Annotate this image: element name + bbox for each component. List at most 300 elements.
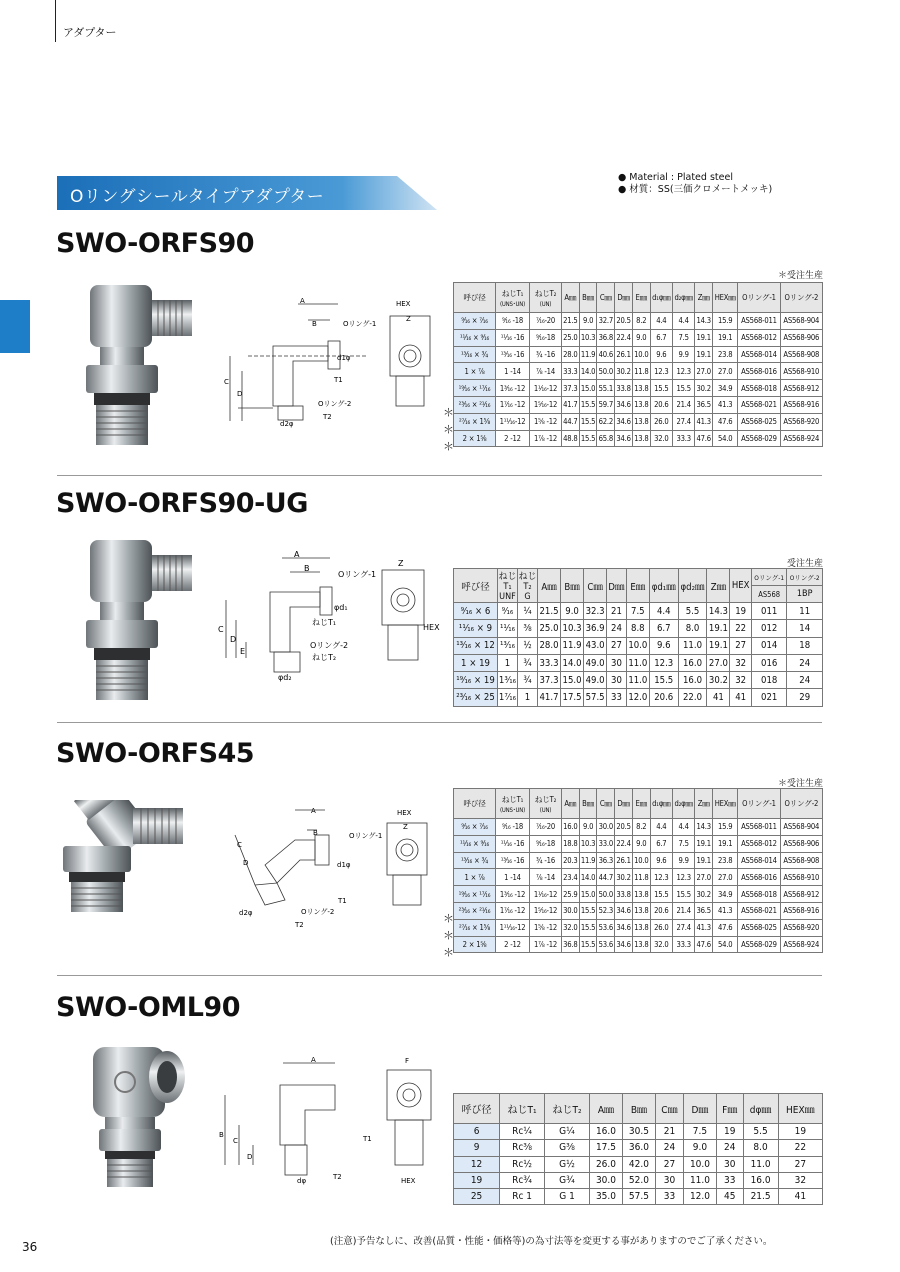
th-size: 呼び径 <box>454 283 496 313</box>
table-cell: 21.5 <box>562 313 580 330</box>
table-cell: 1⅞ -12 <box>530 430 562 447</box>
table-cell: 1³⁄₁₆ <box>498 672 518 689</box>
table-row <box>454 396 823 413</box>
table-cell: G¾ <box>545 1172 590 1188</box>
label4-d: dφ <box>297 1177 307 1185</box>
table-cell: 13.8 <box>632 886 650 903</box>
table-cell: 34.9 <box>713 380 738 397</box>
label2-c: C <box>218 625 224 634</box>
label-d: D <box>237 390 243 398</box>
table-cell: AS568-916 <box>780 902 822 919</box>
table-cell: 1⅞ -12 <box>530 936 562 953</box>
table-cell: 36.9 <box>584 620 607 637</box>
table-cell: 15.0 <box>579 380 597 397</box>
table-cell: 15.5 <box>672 886 694 903</box>
table-row <box>454 689 823 706</box>
table-cell: 9.6 <box>649 637 678 654</box>
table-cell: 32 <box>730 672 752 689</box>
table-cell: 9.6 <box>650 346 672 363</box>
table-cell: 36.0 <box>622 1140 655 1156</box>
table-cell: 4.4 <box>650 819 672 836</box>
table-cell: ¾ -16 <box>530 852 562 869</box>
table-cell: 34.6 <box>615 902 633 919</box>
table-cell: 7.5 <box>626 603 649 620</box>
table-cell: 13.8 <box>632 936 650 953</box>
table-cell: 32.0 <box>650 430 672 447</box>
table-cell: 12.3 <box>650 869 672 886</box>
spec-table-4 <box>453 1093 823 1205</box>
section-tab-marker <box>0 300 30 353</box>
table-cell: 9.0 <box>632 329 650 346</box>
t3-th-d: D㎜ <box>615 789 633 819</box>
table-cell: 16.0 <box>589 1124 622 1140</box>
th-hex: HEX㎜ <box>713 283 738 313</box>
table-cell: ¾ -16 <box>530 346 562 363</box>
made-to-order-note-2: 受注生産 <box>787 559 824 569</box>
label-hex: HEX <box>396 300 411 308</box>
label2-t1: ねじT₁ <box>312 618 337 627</box>
table-cell: ²³⁄₁₆ × 25 <box>454 689 498 706</box>
table-cell: 19.1 <box>707 637 730 654</box>
table-cell: 7.5 <box>672 329 694 346</box>
table-cell: 47.6 <box>713 919 738 936</box>
t2-th-oring1: Oリング-1 <box>751 569 786 586</box>
table-cell: 49.0 <box>584 672 607 689</box>
table-cell: 014 <box>751 637 786 654</box>
label2-hex: HEX <box>423 623 440 632</box>
table-cell: ¹³⁄₁₆ -16 <box>496 346 530 363</box>
table-cell: 20.6 <box>650 902 672 919</box>
t3-th-oring1: Oリング-1 <box>738 789 780 819</box>
table-row <box>454 886 823 903</box>
table-cell: 53.6 <box>597 919 615 936</box>
t3-th-b: B㎜ <box>579 789 597 819</box>
table-cell: 37.3 <box>562 380 580 397</box>
table-cell: 41 <box>778 1189 822 1205</box>
table-cell: 41 <box>730 689 752 706</box>
table-cell: 33.8 <box>615 380 633 397</box>
table-row <box>454 852 823 869</box>
t3-th-a: A㎜ <box>562 789 580 819</box>
table-cell: ¹⁹⁄₁₆ × ¹⁷⁄₁₆ <box>454 886 496 903</box>
table-cell: 33.0 <box>597 835 615 852</box>
table-cell: 30.2 <box>695 886 713 903</box>
table-cell: 34.9 <box>713 886 738 903</box>
t3-th-d1: d₁φ㎜ <box>650 789 672 819</box>
table-cell: 26.0 <box>650 919 672 936</box>
table-cell: 19.1 <box>695 852 713 869</box>
table-cell: AS568-016 <box>738 363 780 380</box>
table-cell: ²³⁄₁₆ × ²¹⁄₁₆ <box>454 396 496 413</box>
table-cell: 4.4 <box>672 313 694 330</box>
table-cell: 9.0 <box>579 313 597 330</box>
table-cell: 20.6 <box>649 689 678 706</box>
table-cell: G 1 <box>545 1189 590 1205</box>
table-cell: AS568-904 <box>780 313 822 330</box>
table-cell: 27 <box>778 1156 822 1172</box>
table-cell: ⁹⁄₁₆ × ⁷⁄₁₆ <box>454 313 496 330</box>
table-cell: 30.2 <box>615 869 633 886</box>
table-cell: 41 <box>707 689 730 706</box>
t4-th-d: D㎜ <box>683 1094 716 1124</box>
star-row7: ＊ <box>443 423 454 436</box>
label4-t1: T1 <box>363 1135 372 1143</box>
table-cell: AS568-908 <box>780 852 822 869</box>
dimension-drawing-1 <box>218 296 438 436</box>
header-rule <box>55 0 56 42</box>
material-info <box>618 172 772 196</box>
t2-th-hex: HEX <box>730 569 752 603</box>
t3-th-size: 呼び径 <box>454 789 496 819</box>
table-row <box>454 1140 823 1156</box>
table-cell: 15.9 <box>713 313 738 330</box>
table-cell: 9.9 <box>672 852 694 869</box>
table-cell: AS568-025 <box>738 413 780 430</box>
table-cell: 27 <box>730 637 752 654</box>
table-cell: 2 × 1⁵⁄₈ <box>454 936 496 953</box>
table-cell: 1 <box>518 689 538 706</box>
table-cell: 57.5 <box>622 1189 655 1205</box>
table-cell: 14.0 <box>579 363 597 380</box>
t4-th-c: C㎜ <box>655 1094 683 1124</box>
table-cell: 13.8 <box>632 919 650 936</box>
table-cell: 4.4 <box>650 313 672 330</box>
table-cell: 19.1 <box>695 346 713 363</box>
table-cell: 48.8 <box>562 430 580 447</box>
table-cell: 32.7 <box>597 313 615 330</box>
table-cell: 33.3 <box>672 936 694 953</box>
table-cell: ⁹⁄₁₆ × ⁷⁄₁₆ <box>454 819 496 836</box>
table-cell: ¹³⁄₁₆ -16 <box>496 852 530 869</box>
table-cell: ⁹⁄₁₆ <box>498 603 518 620</box>
t4-th-hex: HEX㎜ <box>778 1094 822 1124</box>
table-cell: 22.4 <box>615 835 633 852</box>
table-cell: 021 <box>751 689 786 706</box>
table-cell: 25.0 <box>562 329 580 346</box>
table-cell: ½ <box>518 637 538 654</box>
table-cell: 30 <box>607 654 627 671</box>
table-cell: 10.0 <box>626 637 649 654</box>
table-cell: 41.7 <box>562 396 580 413</box>
table-cell: 2 -12 <box>496 936 530 953</box>
table-cell: 1 <box>498 654 518 671</box>
table-cell: Rc 1 <box>500 1189 545 1205</box>
table-cell: 15.5 <box>579 396 597 413</box>
table-cell: ¹³⁄₁₆ <box>498 637 518 654</box>
table-row <box>454 620 823 637</box>
label-t1: T1 <box>334 376 343 384</box>
table-cell: 50.0 <box>597 886 615 903</box>
table-cell: 19 <box>716 1124 743 1140</box>
table-cell: 30 <box>607 672 627 689</box>
table-cell: 18.8 <box>562 835 580 852</box>
table-cell: 20.5 <box>615 313 633 330</box>
banner-title: Oリングシールタイプアダプター <box>70 187 325 207</box>
table-cell: 26.0 <box>650 413 672 430</box>
table-cell: 47.6 <box>713 413 738 430</box>
table-row <box>454 902 823 919</box>
table-cell: ⅜ <box>518 620 538 637</box>
label-t2: T2 <box>323 413 332 421</box>
table-cell: 1 × ⅞ <box>454 869 496 886</box>
label3-oring1: Oリング-1 <box>349 832 383 840</box>
table-cell: AS568-021 <box>738 902 780 919</box>
table-cell: G⅜ <box>545 1140 590 1156</box>
table-cell: AS568-025 <box>738 919 780 936</box>
table-cell: 6.7 <box>649 620 678 637</box>
table-cell: ⁹⁄₁₆ -18 <box>496 819 530 836</box>
table-row <box>454 835 823 852</box>
label2-z: Z <box>398 559 404 568</box>
label-z: Z <box>406 315 411 323</box>
table-cell: 43.0 <box>584 637 607 654</box>
table-cell: 12.0 <box>626 689 649 706</box>
th-d1: d₁φ㎜ <box>650 283 672 313</box>
table-cell: 15.5 <box>579 919 597 936</box>
table-cell: 24 <box>607 620 627 637</box>
table-cell: 15.5 <box>650 380 672 397</box>
table-cell: ¹³⁄₁₆ × ¾ <box>454 346 496 363</box>
table-cell: AS568-018 <box>738 886 780 903</box>
table-cell: 34.6 <box>615 919 633 936</box>
label2-d2: φd₂ <box>278 673 292 682</box>
table-cell: 30.0 <box>562 902 580 919</box>
table-cell: 42.0 <box>622 1156 655 1172</box>
table-cell: 9.9 <box>672 346 694 363</box>
table-cell: Rc¼ <box>500 1124 545 1140</box>
table-cell: 13.8 <box>632 380 650 397</box>
table-cell: 5.5 <box>743 1124 778 1140</box>
table-cell: 24 <box>655 1140 683 1156</box>
table-cell: 27 <box>655 1156 683 1172</box>
table-cell: 26.0 <box>589 1156 622 1172</box>
table-cell: 53.6 <box>597 936 615 953</box>
dimension-drawing-4 <box>215 1055 445 1190</box>
table-cell: 24 <box>716 1140 743 1156</box>
table-cell: 59.7 <box>597 396 615 413</box>
label2-d1: φd₁ <box>334 603 348 612</box>
table-cell: 21.4 <box>672 902 694 919</box>
star3-row8: ＊ <box>443 946 454 959</box>
table-cell: 13.8 <box>632 430 650 447</box>
table-cell: AS568-018 <box>738 380 780 397</box>
table-cell: 21 <box>607 603 627 620</box>
table-cell: 1⅝ -12 <box>530 919 562 936</box>
table-cell: ¹⁹⁄₁₆ × 19 <box>454 672 498 689</box>
table-cell: 10.0 <box>632 852 650 869</box>
table-cell: 41.7 <box>538 689 561 706</box>
table-cell: ⁹⁄₁₆-18 <box>530 835 562 852</box>
table-cell: 1⅝ -12 <box>530 413 562 430</box>
label-oring2: Oリング-2 <box>318 400 352 408</box>
table-cell: G½ <box>545 1156 590 1172</box>
table-cell: AS568-011 <box>738 313 780 330</box>
table-cell: 1³⁄₁₆ -12 <box>496 380 530 397</box>
table-cell: 15.0 <box>561 672 584 689</box>
t4-th-f: F㎜ <box>716 1094 743 1124</box>
table-cell: 33.3 <box>538 654 561 671</box>
table-cell: 54.0 <box>713 936 738 953</box>
table-cell: 11.0 <box>626 672 649 689</box>
label4-b: B <box>219 1131 224 1139</box>
table-cell: 12.0 <box>683 1189 716 1205</box>
label3-z: Z <box>403 823 408 831</box>
table-cell: 33.3 <box>672 430 694 447</box>
table-cell: 24 <box>787 654 823 671</box>
table-cell: 44.7 <box>597 869 615 886</box>
fitting-photo-90 <box>68 280 198 455</box>
table-cell: 2 × 1⁵⁄₈ <box>454 430 496 447</box>
table-cell: 55.1 <box>597 380 615 397</box>
table-cell: 19.1 <box>707 620 730 637</box>
table-cell: 9.0 <box>683 1140 716 1156</box>
label2-d: D <box>230 635 237 644</box>
t2-th-d2: φd₂㎜ <box>678 569 707 603</box>
label2-oring2: Oリング-2 <box>310 641 349 650</box>
table-cell: 24 <box>787 672 823 689</box>
table-cell: 15.5 <box>650 886 672 903</box>
label3-d1: d1φ <box>337 861 351 869</box>
t2-th-a: A㎜ <box>538 569 561 603</box>
table-cell: ²⁷⁄₁₆ × 1⅝ <box>454 413 496 430</box>
label-c: C <box>224 378 229 386</box>
table-cell: 27 <box>607 637 627 654</box>
table-cell: 34.6 <box>615 396 633 413</box>
table-cell: AS568-920 <box>780 919 822 936</box>
dimension-drawing-3 <box>225 805 435 930</box>
table-cell: AS568-906 <box>780 329 822 346</box>
label3-a: A <box>311 807 316 815</box>
table-row <box>454 819 823 836</box>
table-cell: 23.8 <box>713 346 738 363</box>
table-cell: 32.0 <box>562 919 580 936</box>
star-row6: ＊ <box>443 406 454 419</box>
table-cell: 1¹⁄₁₆-12 <box>530 380 562 397</box>
table-cell: 8.2 <box>632 819 650 836</box>
page-number: 36 <box>22 1240 38 1254</box>
table-cell: 47.6 <box>695 430 713 447</box>
table-cell: 22 <box>730 620 752 637</box>
table-cell: 1⁷⁄₁₆ <box>498 689 518 706</box>
table-cell: AS568-014 <box>738 852 780 869</box>
table-cell: AS568-916 <box>780 396 822 413</box>
table-cell: 36.3 <box>597 852 615 869</box>
table-cell: 1³⁄₁₆ -12 <box>496 886 530 903</box>
table-cell: 16.0 <box>678 654 707 671</box>
table-cell: ⁹⁄₁₆ -18 <box>496 313 530 330</box>
table-cell: 20.5 <box>615 819 633 836</box>
table-cell: 41.3 <box>695 413 713 430</box>
table-cell: AS568-021 <box>738 396 780 413</box>
table-cell: 1 -14 <box>496 869 530 886</box>
table-cell: ⅞ -14 <box>530 869 562 886</box>
table-cell: AS568-920 <box>780 413 822 430</box>
table-cell: 20.6 <box>650 396 672 413</box>
table-cell: 8.0 <box>678 620 707 637</box>
table-cell: 15.5 <box>579 902 597 919</box>
table-cell: 11.8 <box>632 363 650 380</box>
table-cell: 14.3 <box>695 819 713 836</box>
table-cell: 1⁷⁄₁₆ -12 <box>496 902 530 919</box>
table-cell: 1⁵⁄₁₆-12 <box>530 902 562 919</box>
spec-table-3 <box>453 788 823 953</box>
table-cell: 25.0 <box>538 620 561 637</box>
table-cell: 41.3 <box>695 919 713 936</box>
t2-th-z: Z㎜ <box>707 569 730 603</box>
table-cell: 16.0 <box>678 672 707 689</box>
table-cell: ¹¹⁄₁₆ × ⁹⁄₁₆ <box>454 835 496 852</box>
table-row <box>454 672 823 689</box>
table-cell: 7.5 <box>672 835 694 852</box>
product-title-1: SWO-ORFS90 <box>56 228 255 259</box>
table-cell: 37.3 <box>538 672 561 689</box>
table-cell: ⁷⁄₁₆-20 <box>530 819 562 836</box>
material-jp: ● 材質：SS(三価クロメートメッキ) <box>618 184 773 195</box>
label2-e: E <box>240 647 246 656</box>
table-cell: 15.5 <box>649 672 678 689</box>
table-cell: 50.0 <box>597 363 615 380</box>
table-cell: AS568-029 <box>738 936 780 953</box>
table-row <box>454 1189 823 1205</box>
table-cell: 5.5 <box>678 603 707 620</box>
table-cell: 1¹¹⁄₁₆-12 <box>496 919 530 936</box>
star3-row6: ＊ <box>443 912 454 925</box>
fitting-photo-oml90 <box>75 1042 195 1192</box>
table-cell: 9.0 <box>561 603 584 620</box>
table-cell: 012 <box>751 620 786 637</box>
table-cell: 10.3 <box>579 329 597 346</box>
table-cell: 16.0 <box>562 819 580 836</box>
th-a: A㎜ <box>562 283 580 313</box>
table-cell: 52.3 <box>597 902 615 919</box>
label3-b: B <box>313 829 318 837</box>
label4-f: F <box>405 1057 410 1065</box>
table-cell: ¹¹⁄₁₆ -16 <box>496 835 530 852</box>
table-cell: 11.9 <box>579 346 597 363</box>
table-cell: 15.5 <box>579 413 597 430</box>
table-cell: ²³⁄₁₆ × ²¹⁄₁₆ <box>454 902 496 919</box>
table-row <box>454 637 823 654</box>
label2-a: A <box>294 550 300 559</box>
table-cell: 45 <box>716 1189 743 1205</box>
table-cell: 30.0 <box>597 819 615 836</box>
spec-table-1 <box>453 282 823 447</box>
th-d2: d₂φ㎜ <box>672 283 694 313</box>
t3-th-t1: ねじT₁ (UNS･UN) <box>496 789 530 819</box>
table-cell: 27.0 <box>713 869 738 886</box>
table-cell: 28.0 <box>538 637 561 654</box>
table-cell: 49.0 <box>584 654 607 671</box>
t2-th-size: 呼び径 <box>454 569 498 603</box>
table-cell: AS568-924 <box>780 430 822 447</box>
table-cell: 15.5 <box>672 380 694 397</box>
table-cell: 9.0 <box>579 819 597 836</box>
table-cell: 21.4 <box>672 396 694 413</box>
table-cell: 19 <box>454 1172 500 1188</box>
label3-d: D <box>243 859 249 867</box>
table-cell: 30 <box>655 1172 683 1188</box>
t4-th-b: B㎜ <box>622 1094 655 1124</box>
table-cell: ¹⁹⁄₁₆ × ¹⁷⁄₁₆ <box>454 380 496 397</box>
made-to-order-note-1: ＊受注生産 <box>778 271 824 281</box>
table-cell: 11.9 <box>579 852 597 869</box>
table-cell: 13.8 <box>632 902 650 919</box>
table-cell: 29 <box>787 689 823 706</box>
table-cell: 11.0 <box>743 1156 778 1172</box>
table-cell: 9.6 <box>650 852 672 869</box>
table-cell: 11.9 <box>561 637 584 654</box>
t3-th-hex: HEX㎜ <box>713 789 738 819</box>
